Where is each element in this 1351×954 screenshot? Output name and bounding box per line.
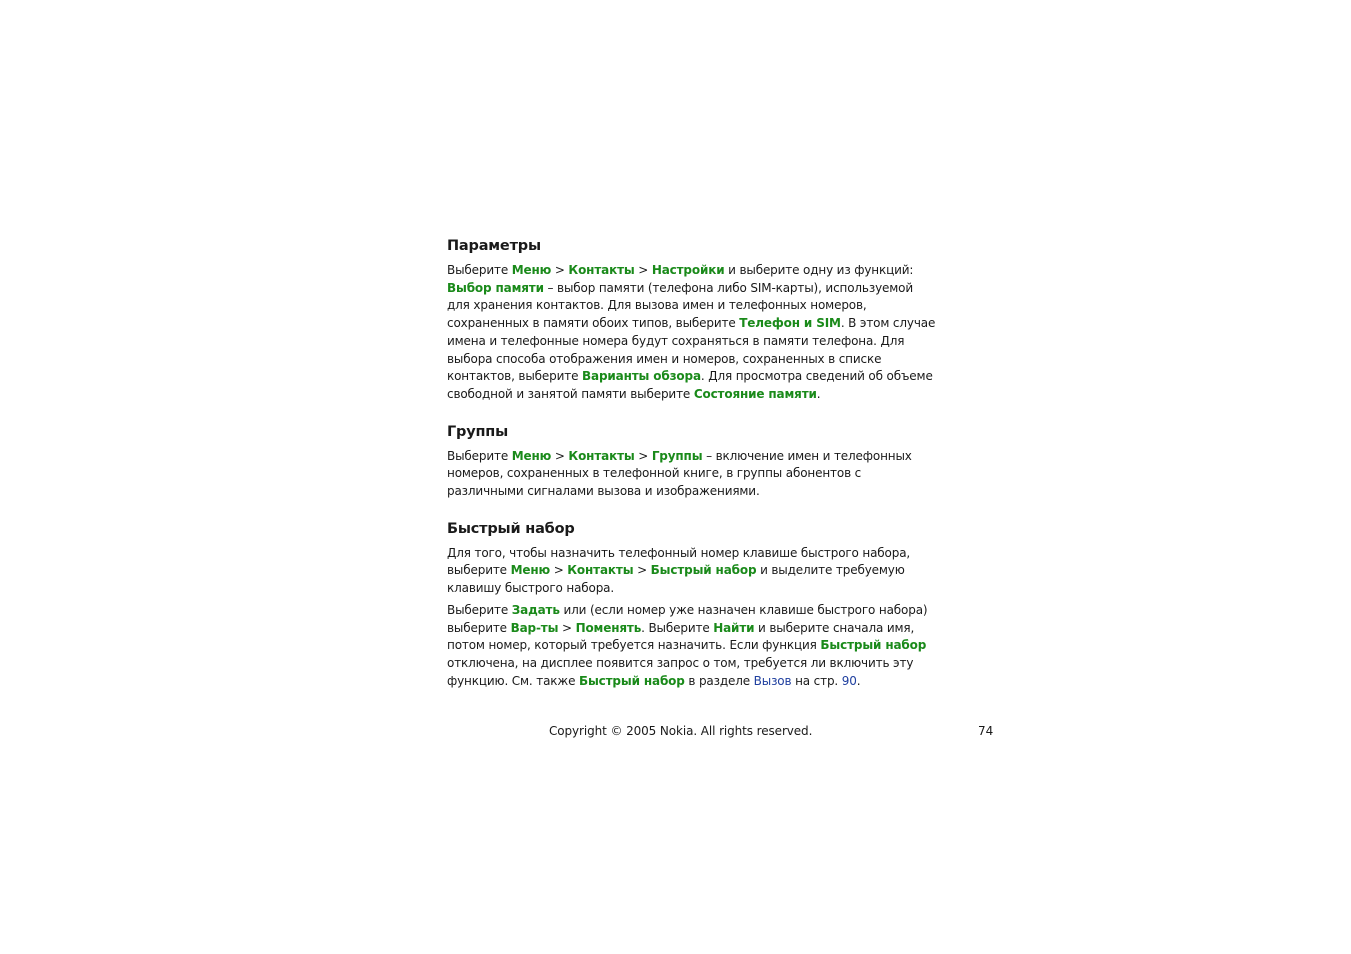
text-span: сохраненных в памяти обоих типов, выберите (447, 316, 740, 331)
text-span: > (634, 448, 652, 463)
menu-ref-contacts: Контакты (568, 263, 635, 277)
text-span: . В этом случае (840, 316, 936, 331)
section-title-groups: Группы (447, 423, 509, 440)
menu-ref-assign: Задать (511, 602, 560, 617)
text-span: контактов, выберите (447, 369, 582, 384)
text-span: в разделе (684, 673, 754, 688)
menu-ref-find: Найти (713, 620, 755, 635)
menu-ref-memory-status: Состояние памяти (693, 386, 817, 401)
text-span: и выберите одну из функций: (724, 263, 914, 277)
text-span: и выделите требуемую (756, 563, 905, 578)
link-call-section[interactable]: Вызов (753, 673, 792, 688)
menu-ref-phone-and-sim: Телефон и SIM (739, 316, 841, 331)
paragraph-groups (447, 448, 912, 501)
section-title-parameters: Параметры (447, 238, 541, 254)
text-span: выберите (447, 563, 511, 578)
text-line: для хранения контактов. Для вызова имен и телефонных номеров, (447, 298, 867, 313)
text-span: Выберите (447, 602, 512, 617)
text-line: номеров, сохраненных в телефонной книге, в группы абонентов с (447, 466, 862, 481)
paragraph-parameters (447, 262, 936, 404)
text-span: . (856, 673, 861, 688)
text-span: . (816, 386, 821, 401)
section-groups (447, 422, 912, 501)
text-span: . Для просмотра сведений об объеме (700, 369, 933, 384)
text-span: выберите (447, 620, 511, 635)
section-title-speed-dial: Быстрый набор (447, 520, 575, 537)
text-span: – включение имен и телефонных (702, 448, 912, 463)
menu-ref-change: Поменять (575, 620, 642, 635)
menu-ref-menu: Меню (511, 448, 552, 463)
menu-ref-memory-select: Выбор памяти (447, 280, 544, 295)
menu-ref-menu: Меню (511, 263, 552, 277)
text-span: > (558, 620, 576, 635)
text-span: > (550, 563, 568, 578)
text-span: и выберите сначала имя, (754, 620, 915, 635)
text-span: свободной и занятой памяти выберите (447, 386, 694, 401)
text-span: на стр. (791, 673, 842, 688)
text-span: . Выберите (641, 620, 714, 635)
text-span: потом номер, который требуется назначить. Если функция (447, 638, 821, 653)
footer-page-number: 74 (978, 724, 994, 738)
menu-ref-menu: Меню (510, 563, 551, 578)
text-line: различными сигналами вызова и изображениями. (447, 484, 760, 499)
text-span: функцию. См. также (447, 673, 579, 688)
paragraph-speed-dial-1 (447, 545, 911, 598)
menu-ref-contacts: Контакты (567, 563, 634, 578)
text-span: – выбор памяти (телефона либо SIM-карты), используемой (543, 280, 914, 295)
text-line: отключена, на дисплее появится запрос о том, требуется ли включить эту (447, 655, 914, 670)
menu-ref-contacts: Контакты (568, 448, 635, 463)
text-line: клавишу быстрого набора. (447, 581, 615, 596)
menu-ref-speed-dial: Быстрый набор (578, 673, 685, 688)
text-span: Выберите (447, 263, 512, 277)
menu-ref-options: Вар-ты (510, 620, 559, 635)
paragraph-speed-dial-2 (447, 602, 928, 691)
text-line: Для того, чтобы назначить телефонный номер клавише быстрого набора, (447, 545, 911, 560)
menu-ref-groups: Группы (651, 448, 703, 463)
text-span: Выберите (447, 448, 512, 463)
section-parameters (447, 236, 936, 404)
link-page-number[interactable]: 90 (841, 673, 857, 688)
menu-ref-speed-dial: Быстрый набор (650, 563, 757, 578)
footer-copyright: Copyright © 2005 Nokia. All rights reserved. (549, 724, 813, 738)
text-span: > (551, 448, 569, 463)
text-span: > (634, 263, 652, 277)
menu-ref-view-options: Варианты обзора (582, 369, 701, 384)
menu-ref-speed-dial: Быстрый набор (820, 638, 927, 653)
text-line: имена и телефонные номера будут сохраняться в памяти телефона. Для (447, 333, 905, 348)
section-speed-dial (447, 519, 928, 691)
text-span: > (633, 563, 651, 578)
text-span: > (551, 263, 569, 277)
text-line: выбора способа отображения имен и номеров, сохраненных в списке (447, 351, 882, 366)
text-span: или (если номер уже назначен клавише быстрого набора) (559, 602, 928, 617)
menu-ref-settings: Настройки (651, 263, 725, 277)
page-content (447, 236, 936, 690)
